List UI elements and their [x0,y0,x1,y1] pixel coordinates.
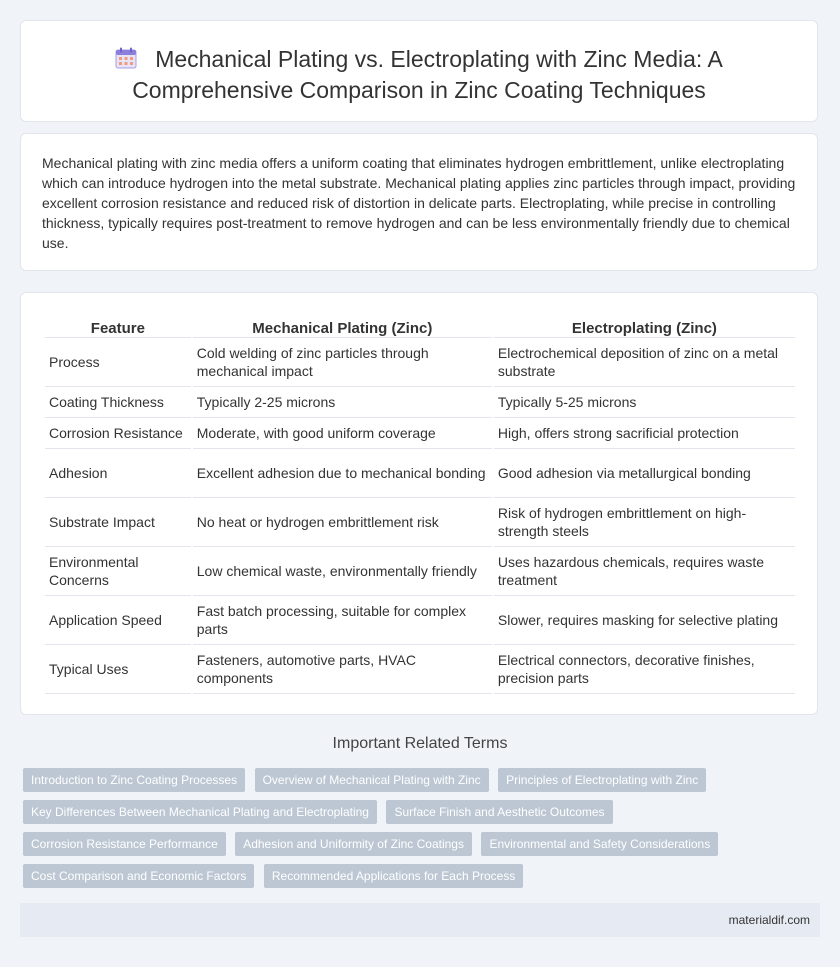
related-term-tag[interactable]: Surface Finish and Aesthetic Outcomes [386,800,612,824]
related-terms-heading: Important Related Terms [332,735,508,752]
table-cell: Corrosion Resistance [45,418,191,449]
table-row [45,547,795,596]
table-cell: Environmental Concerns [45,547,191,596]
table-cell: Process [45,338,191,387]
related-term-tag[interactable]: Principles of Electroplating with Zinc [498,768,706,792]
table-cell: Coating Thickness [45,387,191,418]
footer-site-link[interactable]: materialdif.com [728,913,810,927]
title-card [20,20,818,122]
header-electroplating: Electroplating (Zinc) [494,315,795,338]
table-row [45,596,795,645]
intro-paragraph: Mechanical plating with zinc media offers a uniform coating that eliminates hydrogen embrittlement, unlike electroplating which can introduce hydrogen into the metal substrate. Mechanical plating applies zinc particles through impact, providing excellent corrosion resistance and reduced risk of distortion in delicate parts. Electroplating, while precise in controlling thickness, typically requires post-treatment to remove hydrogen and can be less environmentally friendly due to chemical use. [42,155,796,251]
table-cell: Moderate, with good uniform coverage [193,418,492,449]
related-term-tag[interactable]: Introduction to Zinc Coating Processes [23,768,245,792]
related-term-tag[interactable]: Environmental and Safety Considerations [481,832,718,856]
table-cell: High, offers strong sacrificial protection [494,418,795,449]
table-cell: Cold welding of zinc particles through mechanical impact [193,338,492,387]
related-term-tag[interactable]: Key Differences Between Mechanical Plating and Electroplating [23,800,377,824]
page-title [21,21,817,105]
related-term-tag[interactable]: Corrosion Resistance Performance [23,832,226,856]
calendar-icon [115,47,137,76]
table-row [45,645,795,694]
table-row [45,449,795,498]
related-terms-list [23,768,823,896]
table-row [45,387,795,418]
table-row [45,498,795,547]
table-cell: Typical Uses [45,645,191,694]
table-cell: Electrical connectors, decorative finishes, precision parts [494,645,795,694]
table-cell: Adhesion [45,449,191,498]
related-term-tag[interactable]: Overview of Mechanical Plating with Zinc [255,768,489,792]
table-cell: Risk of hydrogen embrittlement on high-strength steels [494,498,795,547]
table-cell: Fast batch processing, suitable for complex parts [193,596,492,645]
table-cell: Excellent adhesion due to mechanical bonding [193,449,492,498]
related-term-tag[interactable]: Cost Comparison and Economic Factors [23,864,254,888]
intro-card [20,133,818,271]
comparison-table [43,315,797,694]
table-cell: Typically 2-25 microns [193,387,492,418]
table-row [45,418,795,449]
header-feature: Feature [45,315,191,338]
header-mechanical: Mechanical Plating (Zinc) [193,315,492,338]
table-cell: Uses hazardous chemicals, requires waste treatment [494,547,795,596]
table-cell: Fasteners, automotive parts, HVAC components [193,645,492,694]
table-cell: Typically 5-25 microns [494,387,795,418]
comparison-table-card [20,292,818,715]
related-term-tag[interactable]: Recommended Applications for Each Process [264,864,523,888]
footer-bar [20,903,820,937]
table-cell: Slower, requires masking for selective plating [494,596,795,645]
table-header-row [45,315,795,338]
table-cell: Application Speed [45,596,191,645]
related-term-tag[interactable]: Adhesion and Uniformity of Zinc Coatings [235,832,472,856]
page-title-text: Mechanical Plating vs. Electroplating with Zinc Media: A Comprehensive Comparison in Zinc Coating Techniques [132,46,723,103]
table-row [45,338,795,387]
table-cell: Low chemical waste, environmentally friendly [193,547,492,596]
table-cell: Substrate Impact [45,498,191,547]
table-cell: Good adhesion via metallurgical bonding [494,449,795,498]
table-cell: Electrochemical deposition of zinc on a metal substrate [494,338,795,387]
table-cell: No heat or hydrogen embrittlement risk [193,498,492,547]
